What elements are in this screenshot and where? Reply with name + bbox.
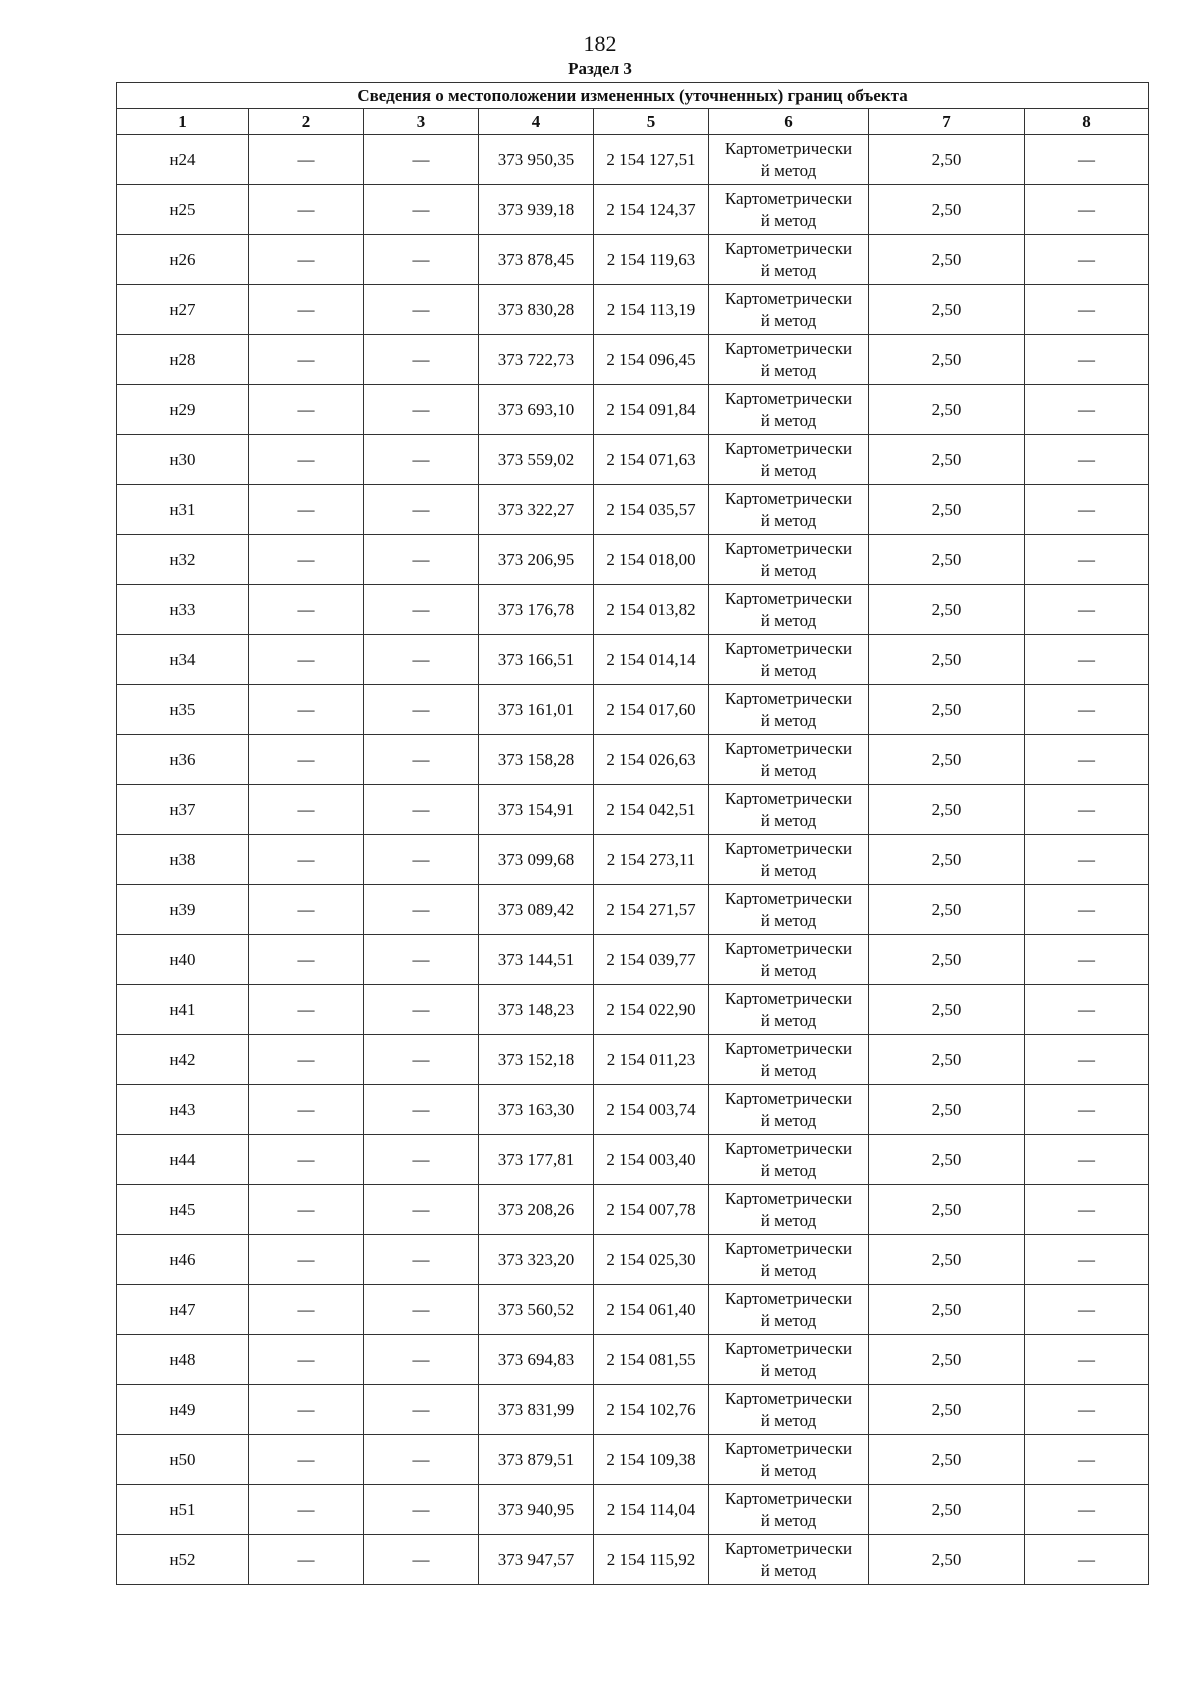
method-cell: Картометрически й метод <box>709 185 869 235</box>
y-coordinate-cell: 2 154 003,74 <box>594 1085 709 1135</box>
y-coordinate-cell: 2 154 014,14 <box>594 635 709 685</box>
table-row <box>117 685 1149 735</box>
accuracy-cell: 2,50 <box>869 535 1025 585</box>
empty-cell: — <box>1025 485 1149 535</box>
method-cell: Картометрически й метод <box>709 785 869 835</box>
empty-cell: — <box>249 135 364 185</box>
x-coordinate-cell: 373 208,26 <box>479 1185 594 1235</box>
accuracy-cell: 2,50 <box>869 1035 1025 1085</box>
y-coordinate-cell: 2 154 109,38 <box>594 1435 709 1485</box>
method-cell: Картометрически й метод <box>709 685 869 735</box>
empty-cell: — <box>364 735 479 785</box>
accuracy-cell: 2,50 <box>869 1235 1025 1285</box>
table-row <box>117 1285 1149 1335</box>
y-coordinate-cell: 2 154 115,92 <box>594 1535 709 1585</box>
x-coordinate-cell: 373 206,95 <box>479 535 594 585</box>
empty-cell: — <box>364 1185 479 1235</box>
point-name-cell: н37 <box>117 785 249 835</box>
table-row <box>117 485 1149 535</box>
y-coordinate-cell: 2 154 273,11 <box>594 835 709 885</box>
x-coordinate-cell: 373 940,95 <box>479 1485 594 1535</box>
accuracy-cell: 2,50 <box>869 1285 1025 1335</box>
empty-cell: — <box>1025 1085 1149 1135</box>
empty-cell: — <box>364 535 479 585</box>
table-body <box>117 135 1149 1585</box>
y-coordinate-cell: 2 154 102,76 <box>594 1385 709 1435</box>
empty-cell: — <box>1025 1135 1149 1185</box>
point-name-cell: н46 <box>117 1235 249 1285</box>
y-coordinate-cell: 2 154 039,77 <box>594 935 709 985</box>
accuracy-cell: 2,50 <box>869 285 1025 335</box>
empty-cell: — <box>249 635 364 685</box>
empty-cell: — <box>249 1285 364 1335</box>
empty-cell: — <box>249 285 364 335</box>
table-row <box>117 1435 1149 1485</box>
method-cell: Картометрически й метод <box>709 735 869 785</box>
empty-cell: — <box>364 1085 479 1135</box>
method-cell: Картометрически й метод <box>709 535 869 585</box>
table-row <box>117 1385 1149 1435</box>
method-cell: Картометрически й метод <box>709 285 869 335</box>
empty-cell: — <box>1025 1235 1149 1285</box>
accuracy-cell: 2,50 <box>869 935 1025 985</box>
y-coordinate-cell: 2 154 035,57 <box>594 485 709 535</box>
column-header: 5 <box>594 109 709 135</box>
method-cell: Картометрически й метод <box>709 335 869 385</box>
x-coordinate-cell: 373 694,83 <box>479 1335 594 1385</box>
point-name-cell: н35 <box>117 685 249 735</box>
point-name-cell: н51 <box>117 1485 249 1535</box>
y-coordinate-cell: 2 154 011,23 <box>594 1035 709 1085</box>
x-coordinate-cell: 373 939,18 <box>479 185 594 235</box>
method-cell: Картометрически й метод <box>709 385 869 435</box>
accuracy-cell: 2,50 <box>869 985 1025 1035</box>
empty-cell: — <box>1025 435 1149 485</box>
section-title: Раздел 3 <box>568 59 632 78</box>
point-name-cell: н42 <box>117 1035 249 1085</box>
empty-cell: — <box>364 285 479 335</box>
empty-cell: — <box>364 785 479 835</box>
accuracy-cell: 2,50 <box>869 1385 1025 1435</box>
empty-cell: — <box>1025 135 1149 185</box>
empty-cell: — <box>249 885 364 935</box>
method-cell: Картометрически й метод <box>709 1035 869 1085</box>
method-cell: Картометрически й метод <box>709 835 869 885</box>
x-coordinate-cell: 373 830,28 <box>479 285 594 335</box>
x-coordinate-cell: 373 152,18 <box>479 1035 594 1085</box>
empty-cell: — <box>364 1035 479 1085</box>
method-cell: Картометрически й метод <box>709 585 869 635</box>
column-header: 6 <box>709 109 869 135</box>
empty-cell: — <box>1025 385 1149 435</box>
point-name-cell: н34 <box>117 635 249 685</box>
column-header: 7 <box>869 109 1025 135</box>
empty-cell: — <box>249 1235 364 1285</box>
empty-cell: — <box>249 1335 364 1385</box>
method-cell: Картометрически й метод <box>709 985 869 1035</box>
accuracy-cell: 2,50 <box>869 335 1025 385</box>
point-name-cell: н30 <box>117 435 249 485</box>
y-coordinate-cell: 2 154 091,84 <box>594 385 709 435</box>
method-cell: Картометрически й метод <box>709 1135 869 1185</box>
empty-cell: — <box>249 935 364 985</box>
empty-cell: — <box>249 1035 364 1085</box>
empty-cell: — <box>1025 585 1149 635</box>
point-name-cell: н49 <box>117 1385 249 1435</box>
accuracy-cell: 2,50 <box>869 385 1025 435</box>
empty-cell: — <box>1025 685 1149 735</box>
accuracy-cell: 2,50 <box>869 735 1025 785</box>
x-coordinate-cell: 373 950,35 <box>479 135 594 185</box>
x-coordinate-cell: 373 158,28 <box>479 735 594 785</box>
table-row <box>117 1235 1149 1285</box>
point-name-cell: н28 <box>117 335 249 385</box>
method-cell: Картометрически й метод <box>709 1435 869 1485</box>
empty-cell: — <box>1025 735 1149 785</box>
point-name-cell: н48 <box>117 1335 249 1385</box>
y-coordinate-cell: 2 154 271,57 <box>594 885 709 935</box>
table-row <box>117 985 1149 1035</box>
point-name-cell: н24 <box>117 135 249 185</box>
point-name-cell: н38 <box>117 835 249 885</box>
method-cell: Картометрически й метод <box>709 1085 869 1135</box>
column-header: 3 <box>364 109 479 135</box>
empty-cell: — <box>1025 835 1149 885</box>
method-cell: Картометрически й метод <box>709 1485 869 1535</box>
point-name-cell: н27 <box>117 285 249 335</box>
empty-cell: — <box>249 435 364 485</box>
y-coordinate-cell: 2 154 081,55 <box>594 1335 709 1385</box>
table-row <box>117 335 1149 385</box>
x-coordinate-cell: 373 831,99 <box>479 1385 594 1435</box>
y-coordinate-cell: 2 154 071,63 <box>594 435 709 485</box>
empty-cell: — <box>364 185 479 235</box>
table-row <box>117 135 1149 185</box>
x-coordinate-cell: 373 559,02 <box>479 435 594 485</box>
empty-cell: — <box>364 685 479 735</box>
x-coordinate-cell: 373 163,30 <box>479 1085 594 1135</box>
empty-cell: — <box>249 1435 364 1485</box>
page-number: 182 <box>583 31 617 56</box>
empty-cell: — <box>1025 1535 1149 1585</box>
x-coordinate-cell: 373 322,27 <box>479 485 594 535</box>
x-coordinate-cell: 373 560,52 <box>479 1285 594 1335</box>
table-row <box>117 585 1149 635</box>
empty-cell: — <box>364 1235 479 1285</box>
empty-cell: — <box>364 1135 479 1185</box>
empty-cell: — <box>249 335 364 385</box>
method-cell: Картометрически й метод <box>709 1185 869 1235</box>
method-cell: Картометрически й метод <box>709 1235 869 1285</box>
x-coordinate-cell: 373 099,68 <box>479 835 594 885</box>
table-row <box>117 1185 1149 1235</box>
empty-cell: — <box>1025 1185 1149 1235</box>
point-name-cell: н50 <box>117 1435 249 1485</box>
accuracy-cell: 2,50 <box>869 135 1025 185</box>
empty-cell: — <box>249 585 364 635</box>
empty-cell: — <box>1025 535 1149 585</box>
x-coordinate-cell: 373 176,78 <box>479 585 594 635</box>
accuracy-cell: 2,50 <box>869 1335 1025 1385</box>
y-coordinate-cell: 2 154 061,40 <box>594 1285 709 1335</box>
y-coordinate-cell: 2 154 096,45 <box>594 335 709 385</box>
y-coordinate-cell: 2 154 013,82 <box>594 585 709 635</box>
point-name-cell: н32 <box>117 535 249 585</box>
y-coordinate-cell: 2 154 124,37 <box>594 185 709 235</box>
y-coordinate-cell: 2 154 119,63 <box>594 235 709 285</box>
y-coordinate-cell: 2 154 127,51 <box>594 135 709 185</box>
point-name-cell: н39 <box>117 885 249 935</box>
accuracy-cell: 2,50 <box>869 1135 1025 1185</box>
empty-cell: — <box>1025 1435 1149 1485</box>
table-row <box>117 885 1149 935</box>
table-row <box>117 1535 1149 1585</box>
point-name-cell: н25 <box>117 185 249 235</box>
x-coordinate-cell: 373 089,42 <box>479 885 594 935</box>
point-name-cell: н40 <box>117 935 249 985</box>
empty-cell: — <box>364 385 479 435</box>
column-header: 1 <box>117 109 249 135</box>
point-name-cell: н43 <box>117 1085 249 1135</box>
empty-cell: — <box>364 1335 479 1385</box>
empty-cell: — <box>249 1185 364 1235</box>
method-cell: Картометрически й метод <box>709 935 869 985</box>
empty-cell: — <box>364 335 479 385</box>
y-coordinate-cell: 2 154 114,04 <box>594 1485 709 1535</box>
y-coordinate-cell: 2 154 113,19 <box>594 285 709 335</box>
accuracy-cell: 2,50 <box>869 585 1025 635</box>
accuracy-cell: 2,50 <box>869 635 1025 685</box>
empty-cell: — <box>1025 885 1149 935</box>
empty-cell: — <box>249 685 364 735</box>
table-row <box>117 385 1149 435</box>
empty-cell: — <box>249 485 364 535</box>
coordinates-table <box>116 82 1149 1585</box>
empty-cell: — <box>1025 1335 1149 1385</box>
table-row <box>117 785 1149 835</box>
method-cell: Картометрически й метод <box>709 635 869 685</box>
point-name-cell: н47 <box>117 1285 249 1335</box>
x-coordinate-cell: 373 161,01 <box>479 685 594 735</box>
table-row <box>117 1135 1149 1185</box>
accuracy-cell: 2,50 <box>869 785 1025 835</box>
x-coordinate-cell: 373 879,51 <box>479 1435 594 1485</box>
empty-cell: — <box>364 1385 479 1435</box>
y-coordinate-cell: 2 154 007,78 <box>594 1185 709 1235</box>
point-name-cell: н44 <box>117 1135 249 1185</box>
y-coordinate-cell: 2 154 017,60 <box>594 685 709 735</box>
empty-cell: — <box>1025 1385 1149 1435</box>
accuracy-cell: 2,50 <box>869 435 1025 485</box>
empty-cell: — <box>1025 985 1149 1035</box>
empty-cell: — <box>364 1485 479 1535</box>
column-number-row <box>117 109 1149 135</box>
method-cell: Картометрически й метод <box>709 1335 869 1385</box>
empty-cell: — <box>1025 1485 1149 1535</box>
empty-cell: — <box>249 1085 364 1135</box>
accuracy-cell: 2,50 <box>869 1535 1025 1585</box>
empty-cell: — <box>1025 935 1149 985</box>
empty-cell: — <box>364 585 479 635</box>
x-coordinate-cell: 373 323,20 <box>479 1235 594 1285</box>
empty-cell: — <box>1025 285 1149 335</box>
table-row <box>117 1485 1149 1535</box>
empty-cell: — <box>249 185 364 235</box>
x-coordinate-cell: 373 177,81 <box>479 1135 594 1185</box>
accuracy-cell: 2,50 <box>869 1485 1025 1535</box>
accuracy-cell: 2,50 <box>869 185 1025 235</box>
table-row <box>117 835 1149 885</box>
column-header: 8 <box>1025 109 1149 135</box>
empty-cell: — <box>364 985 479 1035</box>
point-name-cell: н29 <box>117 385 249 435</box>
y-coordinate-cell: 2 154 003,40 <box>594 1135 709 1185</box>
point-name-cell: н36 <box>117 735 249 785</box>
table-row <box>117 435 1149 485</box>
empty-cell: — <box>249 785 364 835</box>
table-row <box>117 235 1149 285</box>
table-row <box>117 935 1149 985</box>
method-cell: Картометрически й метод <box>709 435 869 485</box>
empty-cell: — <box>1025 785 1149 835</box>
accuracy-cell: 2,50 <box>869 835 1025 885</box>
empty-cell: — <box>364 435 479 485</box>
table-row <box>117 535 1149 585</box>
empty-cell: — <box>364 935 479 985</box>
empty-cell: — <box>249 1535 364 1585</box>
empty-cell: — <box>249 235 364 285</box>
point-name-cell: н31 <box>117 485 249 535</box>
point-name-cell: н52 <box>117 1535 249 1585</box>
y-coordinate-cell: 2 154 025,30 <box>594 1235 709 1285</box>
x-coordinate-cell: 373 154,91 <box>479 785 594 835</box>
table-row <box>117 735 1149 785</box>
point-name-cell: н33 <box>117 585 249 635</box>
empty-cell: — <box>1025 635 1149 685</box>
method-cell: Картометрически й метод <box>709 1535 869 1585</box>
empty-cell: — <box>249 985 364 1035</box>
table-row <box>117 1085 1149 1135</box>
accuracy-cell: 2,50 <box>869 885 1025 935</box>
x-coordinate-cell: 373 166,51 <box>479 635 594 685</box>
table-row <box>117 1035 1149 1085</box>
empty-cell: — <box>364 635 479 685</box>
empty-cell: — <box>364 835 479 885</box>
empty-cell: — <box>249 535 364 585</box>
empty-cell: — <box>249 735 364 785</box>
table-row <box>117 1335 1149 1385</box>
empty-cell: — <box>249 385 364 435</box>
x-coordinate-cell: 373 722,73 <box>479 335 594 385</box>
y-coordinate-cell: 2 154 042,51 <box>594 785 709 835</box>
empty-cell: — <box>364 1435 479 1485</box>
table-caption: Сведения о местоположении измененных (уточненных) границ объекта <box>117 83 1149 109</box>
point-name-cell: н45 <box>117 1185 249 1235</box>
x-coordinate-cell: 373 144,51 <box>479 935 594 985</box>
y-coordinate-cell: 2 154 018,00 <box>594 535 709 585</box>
empty-cell: — <box>1025 335 1149 385</box>
table-row <box>117 635 1149 685</box>
empty-cell: — <box>1025 185 1149 235</box>
empty-cell: — <box>249 1135 364 1185</box>
x-coordinate-cell: 373 878,45 <box>479 235 594 285</box>
column-header: 4 <box>479 109 594 135</box>
column-header: 2 <box>249 109 364 135</box>
empty-cell: — <box>1025 235 1149 285</box>
method-cell: Картометрически й метод <box>709 235 869 285</box>
accuracy-cell: 2,50 <box>869 1085 1025 1135</box>
method-cell: Картометрически й метод <box>709 485 869 535</box>
empty-cell: — <box>249 1485 364 1535</box>
y-coordinate-cell: 2 154 022,90 <box>594 985 709 1035</box>
accuracy-cell: 2,50 <box>869 485 1025 535</box>
accuracy-cell: 2,50 <box>869 235 1025 285</box>
empty-cell: — <box>1025 1285 1149 1335</box>
empty-cell: — <box>1025 1035 1149 1085</box>
empty-cell: — <box>364 1285 479 1335</box>
empty-cell: — <box>249 835 364 885</box>
method-cell: Картометрически й метод <box>709 885 869 935</box>
x-coordinate-cell: 373 947,57 <box>479 1535 594 1585</box>
empty-cell: — <box>364 135 479 185</box>
table-row <box>117 285 1149 335</box>
x-coordinate-cell: 373 693,10 <box>479 385 594 435</box>
method-cell: Картометрически й метод <box>709 1385 869 1435</box>
empty-cell: — <box>364 485 479 535</box>
point-name-cell: н26 <box>117 235 249 285</box>
table-row <box>117 185 1149 235</box>
accuracy-cell: 2,50 <box>869 1185 1025 1235</box>
method-cell: Картометрически й метод <box>709 135 869 185</box>
empty-cell: — <box>364 235 479 285</box>
method-cell: Картометрически й метод <box>709 1285 869 1335</box>
x-coordinate-cell: 373 148,23 <box>479 985 594 1035</box>
empty-cell: — <box>364 885 479 935</box>
accuracy-cell: 2,50 <box>869 685 1025 735</box>
empty-cell: — <box>364 1535 479 1585</box>
point-name-cell: н41 <box>117 985 249 1035</box>
empty-cell: — <box>249 1385 364 1435</box>
y-coordinate-cell: 2 154 026,63 <box>594 735 709 785</box>
accuracy-cell: 2,50 <box>869 1435 1025 1485</box>
